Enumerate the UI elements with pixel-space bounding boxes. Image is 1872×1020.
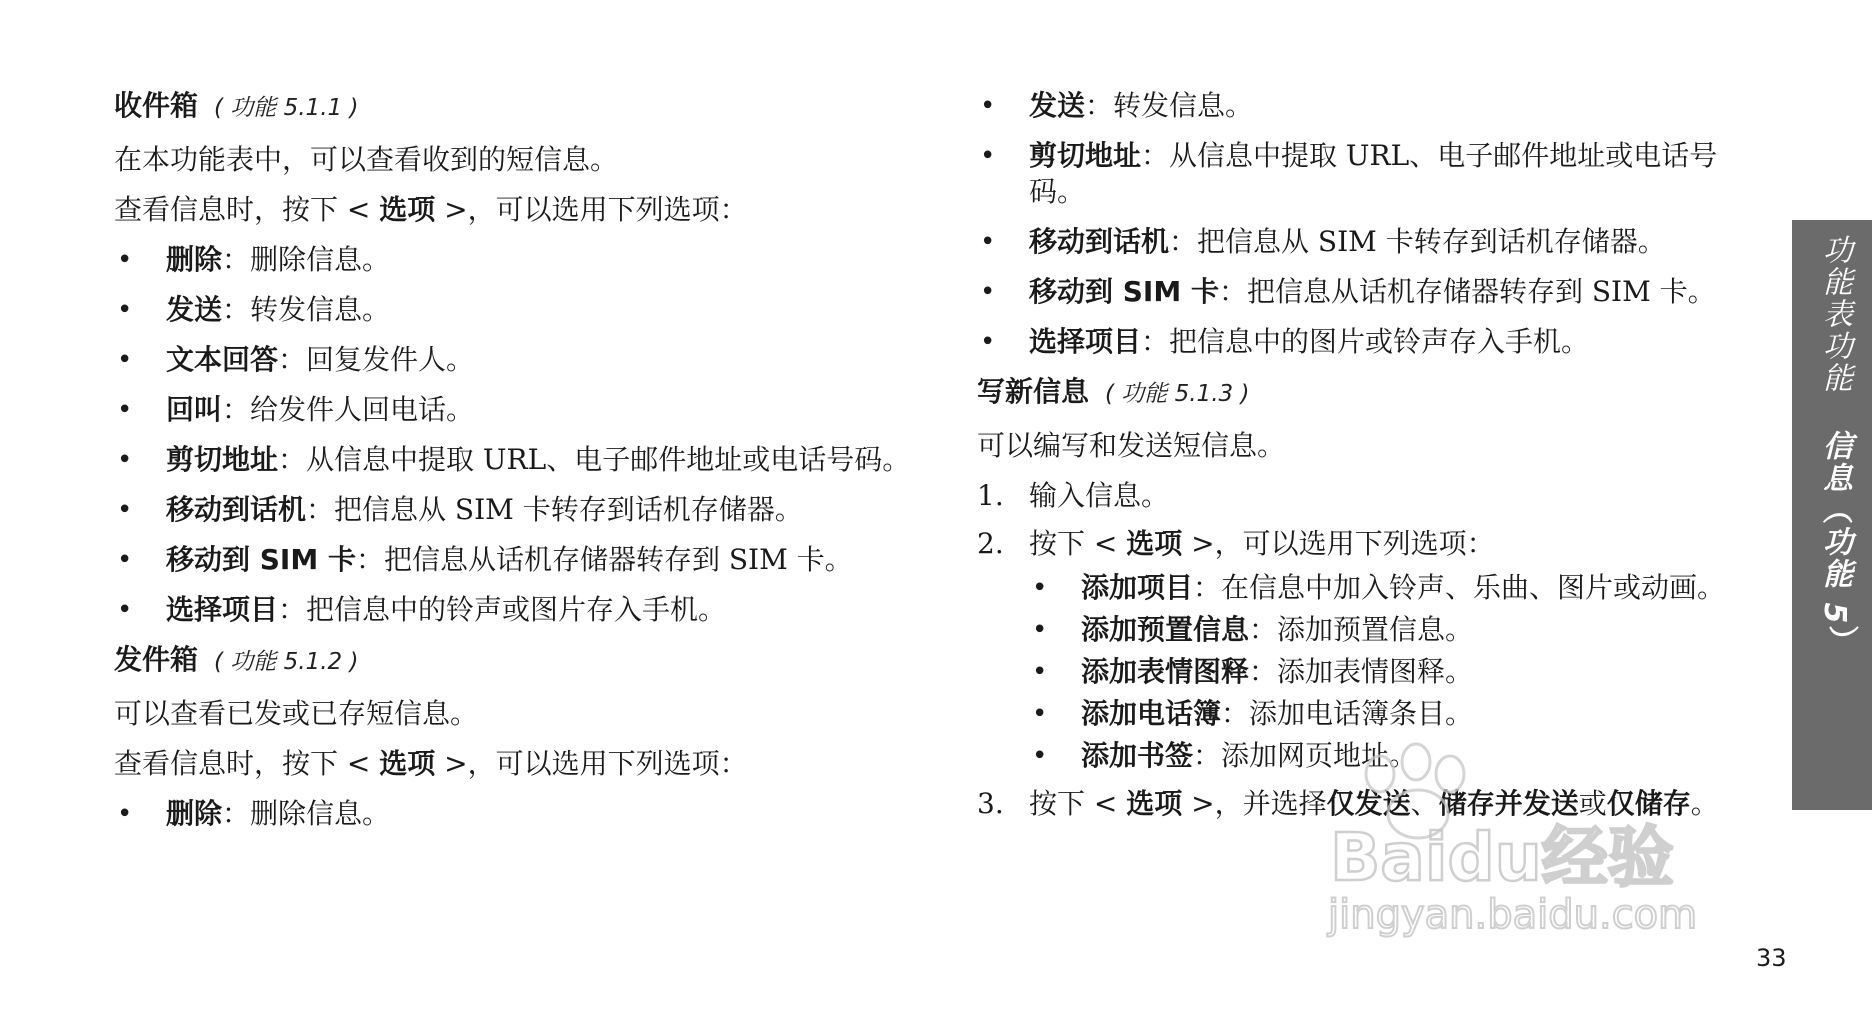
option-separator: ：	[1169, 225, 1198, 258]
bullet-icon: •	[117, 245, 133, 275]
option-description: 添加电话簿条目。	[1249, 697, 1474, 730]
option-item	[977, 324, 1767, 360]
option-description: 把信息从话机存储器转存到 SIM 卡。	[1246, 275, 1716, 308]
side-tab-chapter: 信息（功能 5）	[1817, 430, 1852, 658]
option-term: 发送	[166, 293, 223, 326]
option-item	[114, 242, 914, 278]
option-term: 剪切地址	[1029, 139, 1142, 172]
bullet-icon: •	[117, 495, 133, 525]
option-item	[114, 392, 914, 428]
bullet-icon: •	[117, 395, 133, 425]
chapter-side-tab	[1792, 220, 1872, 810]
bullet-icon: •	[117, 445, 133, 475]
option-description: 添加网页地址。	[1221, 739, 1418, 772]
option-description: 删除信息。	[250, 243, 391, 276]
option-term: 添加电话簿	[1081, 697, 1222, 730]
compose-heading	[977, 374, 1767, 412]
inbox-options-lead: 查看信息时，按下 < 选项 >，可以选用下列选项：	[114, 193, 748, 226]
outbox-intro: 可以查看已发或已存短信息。	[114, 697, 479, 730]
bullet-icon: •	[980, 227, 996, 257]
option-separator: ：	[1141, 139, 1170, 172]
option-separator: ：	[278, 593, 307, 626]
option-description: 添加预置信息。	[1277, 613, 1474, 646]
bullet-icon: •	[117, 595, 133, 625]
option-item	[114, 342, 914, 378]
option-item	[114, 796, 914, 832]
inbox-intro: 在本功能表中，可以查看收到的短信息。	[114, 143, 619, 176]
bullet-icon: •	[1032, 699, 1048, 729]
inbox-ref: ( 功能 5.1.1 )	[214, 95, 359, 121]
option-item	[1029, 570, 1767, 606]
bullet-icon: •	[117, 799, 133, 829]
outbox-heading	[114, 642, 914, 680]
outbox-ref: ( 功能 5.1.2 )	[214, 649, 359, 675]
outbox-options-lead: 查看信息时，按下 < 选项 >，可以选用下列选项：	[114, 747, 748, 780]
left-column	[114, 88, 914, 846]
watermark-url: jingyan.baidu.com	[1328, 892, 1698, 938]
option-term: 剪切地址	[166, 443, 279, 476]
page-number: 33	[1756, 944, 1787, 972]
bullet-icon: •	[117, 545, 133, 575]
option-item	[1029, 654, 1767, 690]
option-item	[1029, 738, 1767, 774]
option-term: 移动到 SIM 卡	[166, 543, 356, 576]
option-separator: ：	[222, 797, 251, 830]
options-key: 选项	[1126, 787, 1183, 820]
option-separator: ：	[355, 543, 384, 576]
compose-step-3: 3. 按下 < 选项 >，并选择仅发送、储存并发送或仅储存。	[977, 787, 1719, 820]
option-term: 移动到话机	[166, 493, 307, 526]
option-item	[977, 274, 1767, 310]
option-term: 移动到 SIM 卡	[1029, 275, 1219, 308]
bullet-icon: •	[1032, 615, 1048, 645]
save-only-option: 仅储存	[1606, 787, 1691, 820]
option-separator: ：	[278, 343, 307, 376]
option-description: 把信息中的图片或铃声存入手机。	[1169, 325, 1590, 358]
option-description: 给发件人回电话。	[250, 393, 475, 426]
options-key: 选项	[1126, 527, 1183, 560]
option-separator: ：	[278, 443, 307, 476]
step-text: 输入信息。	[1029, 479, 1170, 512]
option-item	[1029, 612, 1767, 648]
option-description: 转发信息。	[1113, 89, 1254, 122]
option-term: 文本回答	[166, 343, 279, 376]
compose-steps	[977, 478, 1767, 822]
side-tab-section: 功能表功能	[1817, 234, 1852, 394]
watermark-logo: Baidu经验	[1330, 819, 1674, 896]
option-description: 添加表情图释。	[1277, 655, 1474, 688]
step-number: 3.	[977, 787, 1004, 820]
option-description: 从信息中提取 URL、电子邮件地址或电话号码。	[1029, 139, 1718, 208]
inbox-options-list	[114, 242, 914, 628]
option-separator: ：	[1221, 697, 1250, 730]
option-term: 添加书签	[1081, 739, 1194, 772]
option-item	[1029, 696, 1767, 732]
option-separator: ：	[1249, 655, 1278, 688]
option-term: 删除	[166, 243, 223, 276]
inbox-heading	[114, 88, 914, 126]
compose-step-2: 2. 按下 < 选项 >，可以选用下列选项： • 添加项目：在信息中加入铃声、乐曲、图片或动画。 • 添加预置信息：添加预置信息。 • 添加表情图释：添加表情图释。 • 添加电话簿：添加电话簿条目。 • 添加书签：添加网页地址。	[977, 526, 1767, 774]
compose-title: 写新信息	[977, 375, 1090, 408]
compose-ref: ( 功能 5.1.3 )	[1105, 381, 1250, 407]
save-and-send-option: 储存并发送	[1438, 787, 1579, 820]
option-term: 回叫	[166, 393, 223, 426]
compose-step-1	[977, 478, 1767, 514]
option-item	[114, 442, 914, 478]
option-separator: ：	[1085, 89, 1114, 122]
side-tab-text	[1812, 234, 1856, 657]
step-number: 2.	[977, 527, 1004, 560]
step-number: 1.	[977, 479, 1004, 512]
bullet-icon: •	[980, 327, 996, 357]
bullet-icon: •	[1032, 573, 1048, 603]
option-separator: ：	[222, 243, 251, 276]
option-item	[114, 492, 914, 528]
option-description: 把信息中的铃声或图片存入手机。	[306, 593, 727, 626]
option-separator: ：	[1193, 739, 1222, 772]
bullet-icon: •	[980, 91, 996, 121]
option-term: 选择项目	[1029, 325, 1142, 358]
option-term: 添加表情图释	[1081, 655, 1250, 688]
option-description: 回复发件人。	[306, 343, 475, 376]
option-separator: ：	[1218, 275, 1247, 308]
option-description: 在信息中加入铃声、乐曲、图片或动画。	[1221, 571, 1726, 604]
options-key: 选项	[379, 193, 436, 226]
bullet-icon: •	[1032, 741, 1048, 771]
option-separator: ：	[222, 293, 251, 326]
option-item	[114, 542, 914, 578]
option-separator: ：	[1249, 613, 1278, 646]
right-column	[977, 88, 1767, 834]
option-item	[114, 592, 914, 628]
bullet-icon: •	[1032, 657, 1048, 687]
bullet-icon: •	[980, 141, 996, 171]
option-term: 移动到话机	[1029, 225, 1170, 258]
option-term: 添加预置信息	[1081, 613, 1250, 646]
bullet-icon: •	[117, 345, 133, 375]
option-description: 把信息从话机存储器转存到 SIM 卡。	[383, 543, 853, 576]
option-term: 发送	[1029, 89, 1086, 122]
option-separator: ：	[306, 493, 335, 526]
option-description: 把信息从 SIM 卡转存到话机存储器。	[334, 493, 803, 526]
option-item	[977, 138, 1767, 210]
option-term: 删除	[166, 797, 223, 830]
option-description: 转发信息。	[250, 293, 391, 326]
compose-intro: 可以编写和发送短信息。	[977, 429, 1286, 462]
option-item	[977, 88, 1767, 124]
outbox-title: 发件箱	[114, 643, 199, 676]
bullet-icon: •	[117, 295, 133, 325]
bullet-icon: •	[980, 277, 996, 307]
option-separator: ：	[1193, 571, 1222, 604]
options-key: 选项	[379, 747, 436, 780]
option-description: 删除信息。	[250, 797, 391, 830]
inbox-title: 收件箱	[114, 89, 199, 122]
option-term: 添加项目	[1081, 571, 1194, 604]
option-description: 从信息中提取 URL、电子邮件地址或电话号码。	[306, 443, 911, 476]
option-separator: ：	[1141, 325, 1170, 358]
option-separator: ：	[222, 393, 251, 426]
outbox-options-list-continued	[977, 88, 1767, 360]
option-description: 把信息从 SIM 卡转存到话机存储器。	[1197, 225, 1666, 258]
outbox-options-list	[114, 796, 914, 832]
option-item	[977, 224, 1767, 260]
option-item	[114, 292, 914, 328]
send-only-option: 仅发送	[1326, 787, 1411, 820]
option-term: 选择项目	[166, 593, 279, 626]
compose-options-list	[1029, 570, 1767, 774]
